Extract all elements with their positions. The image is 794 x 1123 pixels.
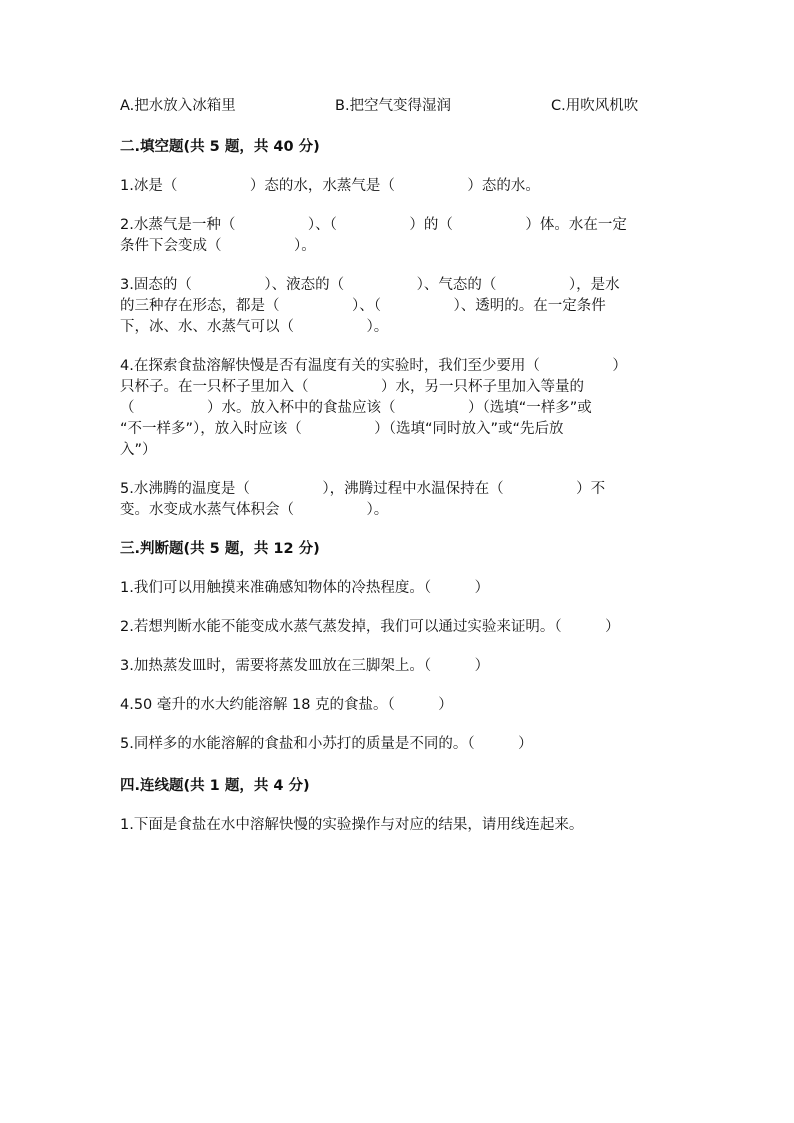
fill-q3-line-3: 下，冰、水、水蒸气可以（ ）。 [120,319,389,335]
section-2-heading: 二.填空题(共 5 题，共 40 分) [120,139,320,155]
fill-q4-line-4: “不一样多”），放入时应该（ ）（选填“同时放入”或“先后放 [120,421,564,437]
option-c: C.用吹风机吹 [551,98,639,114]
fill-q5-line-1: 5.水沸腾的温度是（ ），沸腾过程中水温保持在（ ）不 [120,481,606,497]
fill-q3-line-2: 的三种存在形态，都是（ ）、（ ）、透明的。在一定条件 [120,298,606,314]
judge-q3: 3.加热蒸发皿时，需要将蒸发皿放在三脚架上。（ ） [120,658,490,674]
judge-q1: 1.我们可以用触摸来准确感知物体的冷热程度。（ ） [120,580,490,596]
judge-q5: 5.同样多的水能溶解的食盐和小苏打的质量是不同的。（ ） [120,736,533,752]
judge-q4: 4.50 毫升的水大约能溶解 18 克的食盐。（ ） [120,697,453,713]
fill-q3-line-1: 3.固态的（ ）、液态的（ ）、气态的（ ），是水 [120,277,620,293]
fill-q2-line-1: 2.水蒸气是一种（ ）、（ ）的（ ）体。水在一定 [120,217,627,233]
section-3-heading: 三.判断题(共 5 题，共 12 分) [120,541,320,557]
fill-q5-line-2: 变。水变成水蒸气体积会（ ）。 [120,502,389,518]
judge-q2: 2.若想判断水能不能变成水蒸气蒸发掉，我们可以通过实验来证明。（ ） [120,619,620,635]
option-b: B.把空气变得湿润 [335,98,452,114]
fill-q2-line-2: 条件下会变成（ ）。 [120,238,316,254]
fill-q1-line-1: 1.冰是（ ）态的水，水蒸气是（ ）态的水。 [120,178,540,194]
fill-q4-line-5: 入”） [120,442,157,458]
option-a: A.把水放入冰箱里 [120,98,236,114]
section-4-heading: 四.连线题(共 1 题，共 4 分) [120,778,310,794]
fill-q4-line-3: （ ）水。放入杯中的食盐应该（ ）（选填“一样多”或 [120,400,592,416]
fill-q4-line-1: 4.在探索食盐溶解快慢是否有温度有关的实验时，我们至少要用（ ） [120,358,627,374]
match-q1: 1.下面是食盐在水中溶解快慢的实验操作与对应的结果，请用线连起来。 [120,817,584,833]
fill-q4-line-2: 只杯子。在一只杯子里加入（ ）水，另一只杯子里加入等量的 [120,379,584,395]
